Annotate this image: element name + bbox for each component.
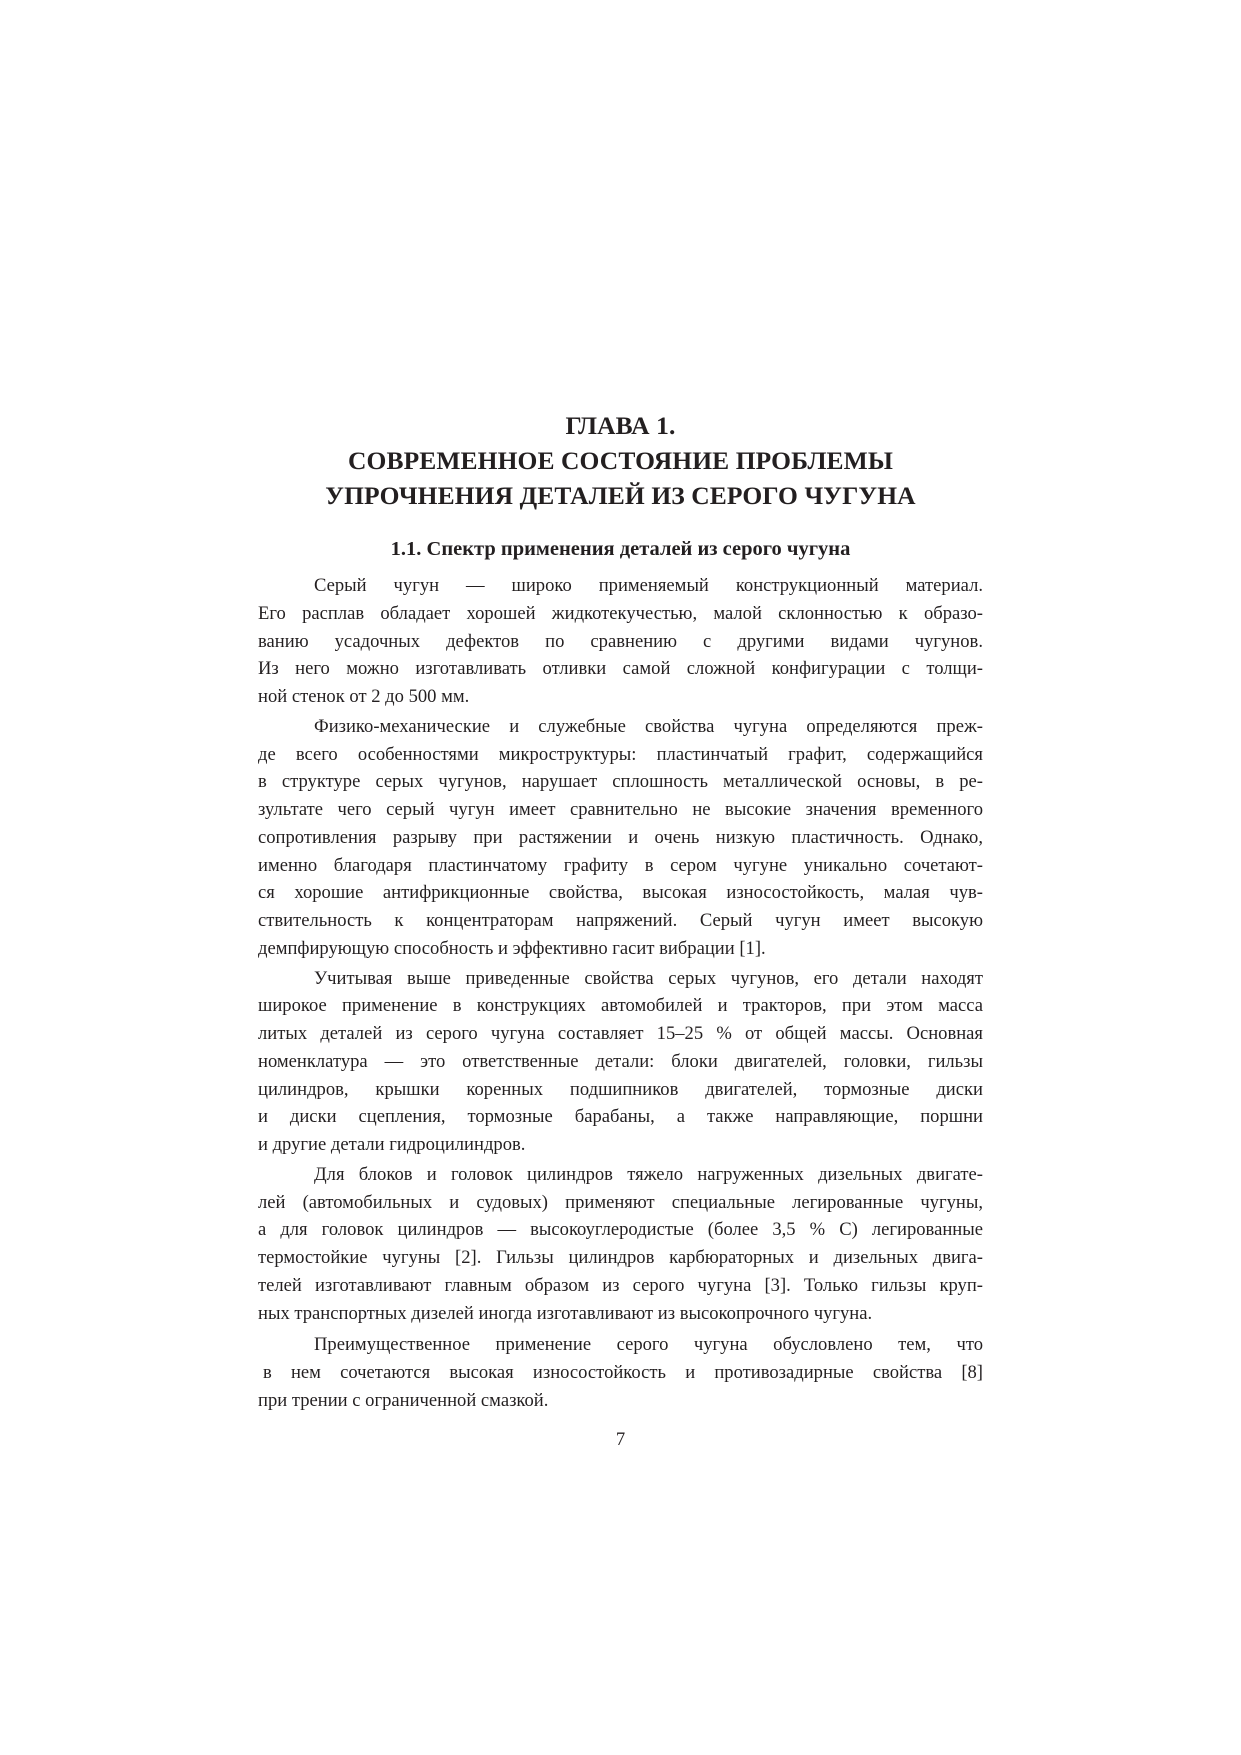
text-line: Преимущественное применение серого чугуна обусловлено тем, что: [314, 1334, 983, 1356]
text-line: де всего особенностями микроструктуры: пластинчатый графит, содержащийся: [258, 743, 983, 765]
chapter-heading: [258, 408, 983, 513]
text-line: цилиндров, крышки коренных подшипников двигателей, тормозные диски: [258, 1078, 983, 1100]
text-line: ной стенок от 2 до 500 мм.: [258, 686, 470, 707]
text-line: широкое применение в конструкциях автомобилей и тракторов, при этом масса: [258, 995, 983, 1017]
page-number: 7: [615, 1429, 626, 1450]
text-line: Для блоков и головок цилиндров тяжело нагруженных дизельных двигате-: [314, 1163, 983, 1185]
text-line: ся хорошие антифрикционные свойства, высокая износостойкость, малая чув-: [258, 882, 983, 904]
text-line: лей (автомобильных и судовых) применяют специальные легированные чугуны,: [258, 1191, 983, 1213]
chapter-number: ГЛАВА 1.: [565, 411, 676, 440]
paragraph: [258, 713, 983, 963]
text-line: сопротивления разрыву при растяжении и очень низкую пластичность. Однако,: [258, 826, 983, 848]
section-title: 1.1. Спектр применения деталей из серого чугуна: [390, 538, 851, 560]
text-line: и другие детали гидроцилиндров.: [258, 1134, 526, 1155]
text-line: демпфирующую способность и эффективно гасит вибрации [1].: [258, 937, 766, 959]
text-line: зультате чего серый чугун имеет сравнительно не высокие значения временного: [258, 799, 983, 820]
paragraph: [258, 572, 983, 711]
text-line: литых деталей из серого чугуна составляет 15–25 % от общей массы. Основная: [258, 1023, 983, 1044]
chapter-title-line-2: УПРОЧНЕНИЯ ДЕТАЛЕЙ ИЗ СЕРОГО ЧУГУНА: [325, 481, 916, 510]
paragraph: [258, 1161, 983, 1328]
paragraph: [258, 965, 983, 1159]
text-line: термостойкие чугуны [2]. Гильзы цилиндров карбюраторных и дизельных двига-: [258, 1247, 983, 1268]
text-line: и диски сцепления, тормозные барабаны, а также направляющие, поршни: [258, 1106, 983, 1128]
text-line: Учитывая выше приведенные свойства серых чугунов, его детали находят: [314, 967, 983, 989]
body-text: [258, 572, 983, 1415]
text-line: в нем сочетаются высокая износостойкость и противозадирные свойства [8]: [263, 1362, 983, 1383]
paragraph: [258, 1331, 983, 1414]
text-line: Его расплав обладает хорошей жидкотекучестью, малой склонностью к образо-: [258, 602, 983, 624]
text-line: телей изготавливают главным образом из серого чугуна [3]. Только гильзы круп-: [258, 1274, 983, 1296]
text-line: ных транспортных дизелей иногда изготавливают из высокопрочного чугуна.: [258, 1302, 873, 1324]
text-line: а для головок цилиндров — высокоуглеродистые (более 3,5 % С) легированные: [258, 1219, 983, 1241]
text-line: Физико-механические и служебные свойства чугуна определяются преж-: [314, 715, 983, 737]
text-line: Серый чугун — широко применяемый конструкционный материал.: [314, 575, 983, 596]
text-line: в структуре серых чугунов, нарушает сплошность металлической основы, в ре-: [258, 771, 983, 793]
text-line: именно благодаря пластинчатому графиту в сером чугуне уникально сочетают-: [258, 854, 983, 876]
chapter-title-line-1: СОВРЕМЕННОЕ СОСТОЯНИЕ ПРОБЛЕМЫ: [348, 446, 893, 475]
text-line: ванию усадочных дефектов по сравнению с другими видами чугунов.: [258, 630, 983, 652]
text-line: Из него можно изготавливать отливки самой сложной конфигурации с толщи-: [258, 658, 983, 680]
text-line: номенклатура — это ответственные детали: блоки двигателей, головки, гильзы: [258, 1050, 983, 1072]
text-line: ствительность к концентраторам напряжений. Серый чугун имеет высокую: [258, 910, 983, 931]
text-line: при трении с ограниченной смазкой.: [258, 1389, 549, 1411]
